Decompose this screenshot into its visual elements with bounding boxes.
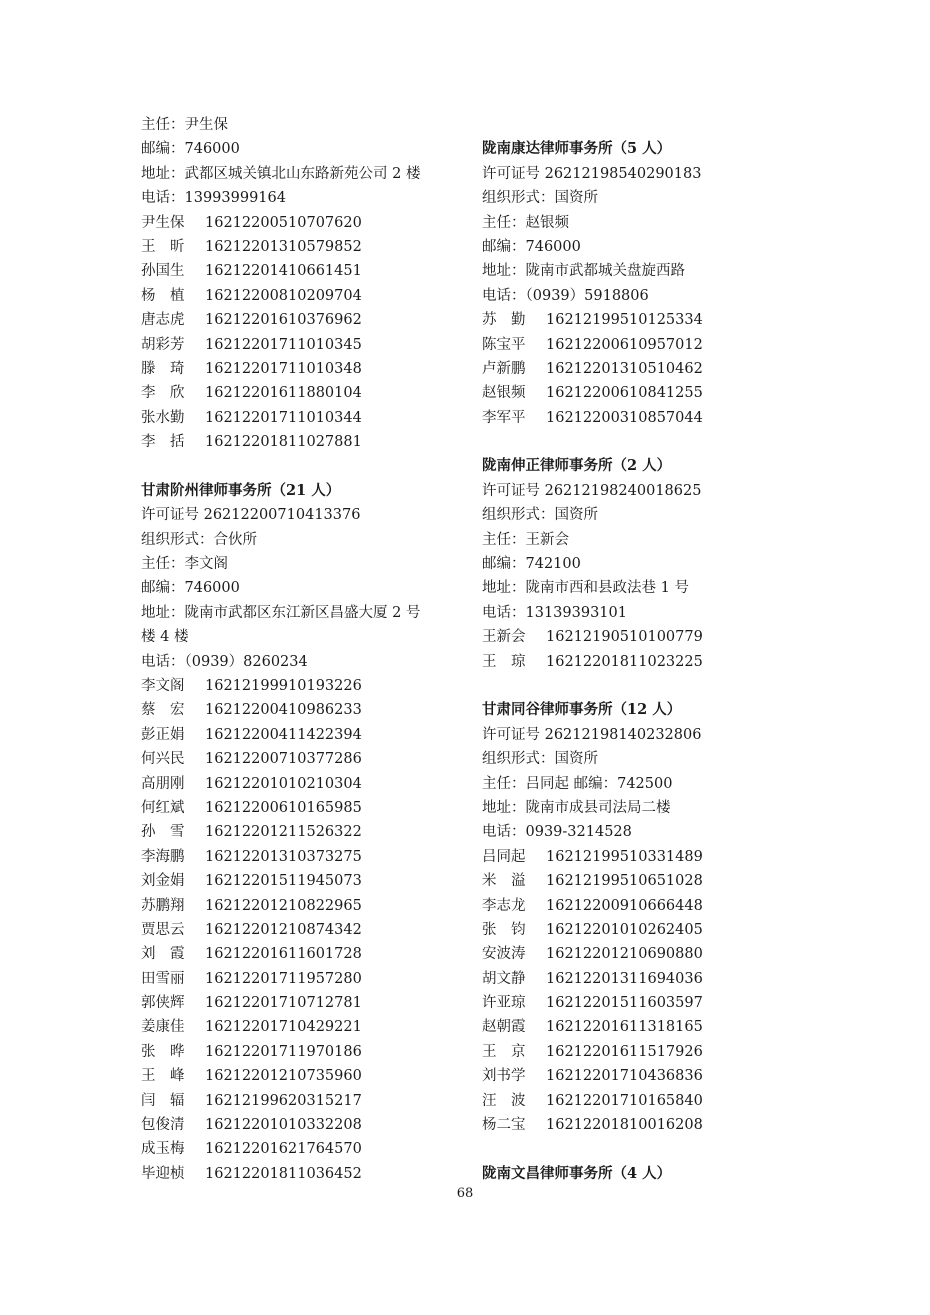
- lawyer-name: 刘 霞: [141, 946, 185, 963]
- license-number: 16212201410661451: [205, 263, 362, 280]
- license-number: 16212201710712781: [205, 995, 362, 1012]
- lawyer-row: [141, 406, 471, 430]
- license-number: 16212201711970186: [205, 1043, 362, 1060]
- info-line: 组织形式：国资所: [482, 507, 598, 524]
- license-number: 16212201711957280: [205, 970, 362, 987]
- lawyer-name: 许亚琼: [482, 995, 526, 1012]
- license-number: 16212201711010345: [205, 336, 362, 353]
- firm-title: 甘肃同谷律师事务所（12 人）: [482, 701, 682, 719]
- lawyer-row: [141, 308, 471, 332]
- lawyer-name: 苏鹏翔: [141, 897, 185, 914]
- license-number: 16212201210874342: [205, 921, 362, 938]
- lawyer-name: 尹生保: [141, 214, 185, 231]
- lawyer-name: 孙国生: [141, 263, 185, 280]
- lawyer-name: 张 钧: [482, 921, 526, 938]
- lawyer-row: [141, 1064, 471, 1088]
- lawyer-row: [482, 333, 812, 357]
- info-line: 邮编：742100: [482, 556, 581, 573]
- lawyer-name: 孙 雪: [141, 824, 185, 841]
- lawyer-row: [482, 625, 812, 649]
- info-line: 主任：赵银频: [482, 214, 569, 231]
- license-number: 16212201621764570: [205, 1141, 362, 1158]
- info-line: 地址：陇南市武都城关盘旋西路: [482, 263, 685, 280]
- license-number: 16212201710165840: [546, 1092, 703, 1109]
- lawyer-row: [141, 1137, 471, 1161]
- license-number: 16212199910193226: [205, 677, 362, 694]
- lawyer-name: 毕迎桢: [141, 1165, 185, 1182]
- license-number: 16212201811023225: [546, 653, 703, 670]
- license-number: 16212201611517926: [546, 1043, 703, 1060]
- lawyer-row: [141, 674, 471, 698]
- license-number: 16212201010332208: [205, 1117, 362, 1134]
- info-line: 许可证号 26212200710413376: [141, 507, 361, 524]
- info-line: 邮编：746000: [141, 580, 240, 597]
- lawyer-row: [482, 1064, 812, 1088]
- page-number: 68: [456, 1186, 474, 1201]
- lawyer-row: [482, 967, 812, 991]
- info-line: 组织形式：合伙所: [141, 531, 257, 548]
- lawyer-name: 李 括: [141, 434, 185, 451]
- lawyer-name: 吕同起: [482, 848, 526, 865]
- lawyer-name: 杨 植: [141, 287, 185, 304]
- lawyer-name: 刘金娟: [141, 873, 185, 890]
- lawyer-row: [141, 747, 471, 771]
- lawyer-name: 王 琼: [482, 653, 526, 670]
- license-number: 16212199620315217: [205, 1092, 362, 1109]
- lawyer-row: [482, 1089, 812, 1113]
- lawyer-row: [141, 1015, 471, 1039]
- lawyer-row: [141, 211, 471, 235]
- lawyer-name: 胡彩芳: [141, 336, 185, 353]
- license-number: 16212200710377286: [205, 751, 362, 768]
- lawyer-row: [482, 942, 812, 966]
- lawyer-row: [141, 894, 471, 918]
- lawyer-name: 安波涛: [482, 946, 526, 963]
- lawyer-name: 李文阁: [141, 677, 185, 694]
- info-line: 地址：武都区城关镇北山东路新苑公司 2 楼: [141, 165, 421, 182]
- license-number: 16212201511603597: [546, 995, 703, 1012]
- lawyer-name: 彭正娟: [141, 726, 185, 743]
- lawyer-row: [141, 1113, 471, 1137]
- lawyer-row: [482, 1040, 812, 1064]
- lawyer-name: 胡文静: [482, 970, 526, 987]
- lawyer-row: [141, 1040, 471, 1064]
- lawyer-row: [141, 259, 471, 283]
- spacer: [482, 1137, 812, 1161]
- left-column: [141, 113, 471, 1186]
- license-number: 16212201311694036: [546, 970, 703, 987]
- firm-title: 陇南康达律师事务所（5 人）: [482, 140, 672, 158]
- lawyer-name: 李志龙: [482, 897, 526, 914]
- license-number: 16212201610376962: [205, 312, 362, 329]
- license-number: 16212201210690880: [546, 946, 703, 963]
- lawyer-row: [141, 1162, 471, 1186]
- lawyer-row: [141, 918, 471, 942]
- info-line: 电话：（0939）5918806: [482, 287, 649, 304]
- lawyer-name: 张 晔: [141, 1043, 185, 1060]
- license-number: 16212201611601728: [205, 946, 362, 963]
- license-number: 16212201511945073: [205, 873, 362, 890]
- lawyer-row: [141, 942, 471, 966]
- info-line: 许可证号 26212198240018625: [482, 482, 702, 499]
- lawyer-row: [141, 967, 471, 991]
- info-line: 楼 4 楼: [141, 629, 189, 646]
- license-number: 16212201811036452: [205, 1165, 362, 1182]
- lawyer-row: [141, 235, 471, 259]
- spacer: [482, 674, 812, 698]
- lawyer-name: 高朋刚: [141, 775, 185, 792]
- lawyer-name: 赵银频: [482, 385, 526, 402]
- license-number: 16212201810016208: [546, 1117, 703, 1134]
- info-line: 主任：李文阁: [141, 556, 228, 573]
- lawyer-row: [482, 918, 812, 942]
- spacer: [482, 113, 812, 137]
- license-number: 16212201710436836: [546, 1068, 703, 1085]
- info-line: 组织形式：国资所: [482, 190, 598, 207]
- lawyer-name: 何红斌: [141, 799, 185, 816]
- lawyer-name: 卢新鹏: [482, 360, 526, 377]
- license-number: 16212200610841255: [546, 385, 703, 402]
- lawyer-name: 王新会: [482, 629, 526, 646]
- info-line: 地址：陇南市成县司法局二楼: [482, 799, 671, 816]
- license-number: 16212201711010348: [205, 360, 362, 377]
- license-number: 16212190510100779: [546, 629, 703, 646]
- license-number: 16212199510125334: [546, 312, 703, 329]
- license-number: 16212200510707620: [205, 214, 362, 231]
- license-number: 16212201811027881: [205, 434, 362, 451]
- license-number: 16212201211526322: [205, 824, 362, 841]
- lawyer-name: 王 京: [482, 1043, 526, 1060]
- lawyer-name: 苏 勤: [482, 312, 526, 329]
- lawyer-row: [482, 381, 812, 405]
- license-number: 16212201010262405: [546, 921, 703, 938]
- lawyer-row: [141, 1089, 471, 1113]
- license-number: 16212200411422394: [205, 726, 362, 743]
- lawyer-row: [482, 650, 812, 674]
- license-number: 16212200610957012: [546, 336, 703, 353]
- license-number: 16212201611318165: [546, 1019, 703, 1036]
- spacer: [141, 454, 471, 478]
- lawyer-row: [141, 284, 471, 308]
- info-line: 主任：王新会: [482, 531, 569, 548]
- lawyer-name: 赵朝霞: [482, 1019, 526, 1036]
- license-number: 16212201310579852: [205, 238, 362, 255]
- license-number: 16212200410986233: [205, 702, 362, 719]
- license-number: 16212201210735960: [205, 1068, 362, 1085]
- info-line: 电话：（0939）8260234: [141, 653, 308, 670]
- lawyer-row: [482, 308, 812, 332]
- lawyer-row: [141, 723, 471, 747]
- lawyer-row: [141, 772, 471, 796]
- lawyer-row: [141, 698, 471, 722]
- info-line: 主任：尹生保: [141, 117, 228, 133]
- spacer: [482, 430, 812, 454]
- lawyer-name: 张水勤: [141, 409, 185, 426]
- lawyer-name: 唐志虎: [141, 312, 185, 329]
- lawyer-row: [141, 357, 471, 381]
- info-line: 电话：13139393101: [482, 604, 627, 621]
- lawyer-row: [482, 869, 812, 893]
- lawyer-row: [482, 845, 812, 869]
- info-line: 组织形式：国资所: [482, 751, 598, 768]
- lawyer-name: 米 溢: [482, 873, 526, 890]
- lawyer-row: [141, 845, 471, 869]
- lawyer-row: [482, 991, 812, 1015]
- lawyer-name: 成玉梅: [141, 1141, 185, 1158]
- lawyer-name: 李军平: [482, 409, 526, 426]
- lawyer-name: 王 昕: [141, 238, 185, 255]
- lawyer-row: [141, 991, 471, 1015]
- lawyer-name: 田雪丽: [141, 970, 185, 987]
- license-number: 16212201310373275: [205, 848, 362, 865]
- lawyer-row: [482, 894, 812, 918]
- info-line: 邮编：746000: [482, 238, 581, 255]
- firm-title: 甘肃阶州律师事务所（21 人）: [141, 481, 341, 499]
- license-number: 16212200810209704: [205, 287, 362, 304]
- license-number: 16212201010210304: [205, 775, 362, 792]
- lawyer-name: 贾思云: [141, 921, 185, 938]
- license-number: 16212201710429221: [205, 1019, 362, 1036]
- lawyer-row: [141, 381, 471, 405]
- lawyer-name: 闫 辐: [141, 1092, 185, 1109]
- info-line: 主任：吕同起 邮编：742500: [482, 775, 673, 792]
- license-number: 16212200610165985: [205, 799, 362, 816]
- license-number: 16212201310510462: [546, 360, 703, 377]
- license-number: 16212200910666448: [546, 897, 703, 914]
- info-line: 许可证号 26212198140232806: [482, 726, 702, 743]
- license-number: 16212201611880104: [205, 385, 362, 402]
- info-line: 电话：13993999164: [141, 190, 286, 207]
- lawyer-name: 滕 琦: [141, 360, 185, 377]
- lawyer-row: [482, 1113, 812, 1137]
- lawyer-row: [141, 333, 471, 357]
- lawyer-row: [482, 357, 812, 381]
- lawyer-name: 姜康佳: [141, 1019, 185, 1036]
- lawyer-row: [141, 820, 471, 844]
- license-number: 16212199510651028: [546, 873, 703, 890]
- license-number: 16212201210822965: [205, 897, 362, 914]
- lawyer-row: [141, 869, 471, 893]
- lawyer-row: [141, 430, 471, 454]
- lawyer-name: 李 欣: [141, 385, 185, 402]
- firm-title: 陇南文昌律师事务所（4 人）: [482, 1164, 672, 1182]
- license-number: 16212201711010344: [205, 409, 362, 426]
- license-number: 16212200310857044: [546, 409, 703, 426]
- lawyer-name: 王 峰: [141, 1068, 185, 1085]
- lawyer-name: 何兴民: [141, 751, 185, 768]
- info-line: 许可证号 26212198540290183: [482, 165, 702, 182]
- info-line: 地址：陇南市武都区东江新区昌盛大厦 2 号: [141, 604, 421, 621]
- lawyer-row: [482, 406, 812, 430]
- lawyer-name: 陈宝平: [482, 336, 526, 353]
- lawyer-row: [141, 796, 471, 820]
- info-line: 邮编：746000: [141, 141, 240, 158]
- lawyer-name: 李海鹏: [141, 848, 185, 865]
- license-number: 16212199510331489: [546, 848, 703, 865]
- info-line: 地址：陇南市西和县政法巷 1 号: [482, 580, 689, 597]
- lawyer-name: 杨二宝: [482, 1117, 526, 1134]
- lawyer-row: [482, 1015, 812, 1039]
- firm-title: 陇南伸正律师事务所（2 人）: [482, 457, 672, 475]
- right-column: [482, 113, 812, 1186]
- lawyer-name: 蔡 宏: [141, 702, 185, 719]
- info-line: 电话：0939-3214528: [482, 824, 632, 841]
- lawyer-name: 郭侠辉: [141, 995, 185, 1012]
- lawyer-name: 刘书学: [482, 1068, 526, 1085]
- lawyer-name: 包俊清: [141, 1117, 185, 1134]
- lawyer-name: 汪 波: [482, 1092, 526, 1109]
